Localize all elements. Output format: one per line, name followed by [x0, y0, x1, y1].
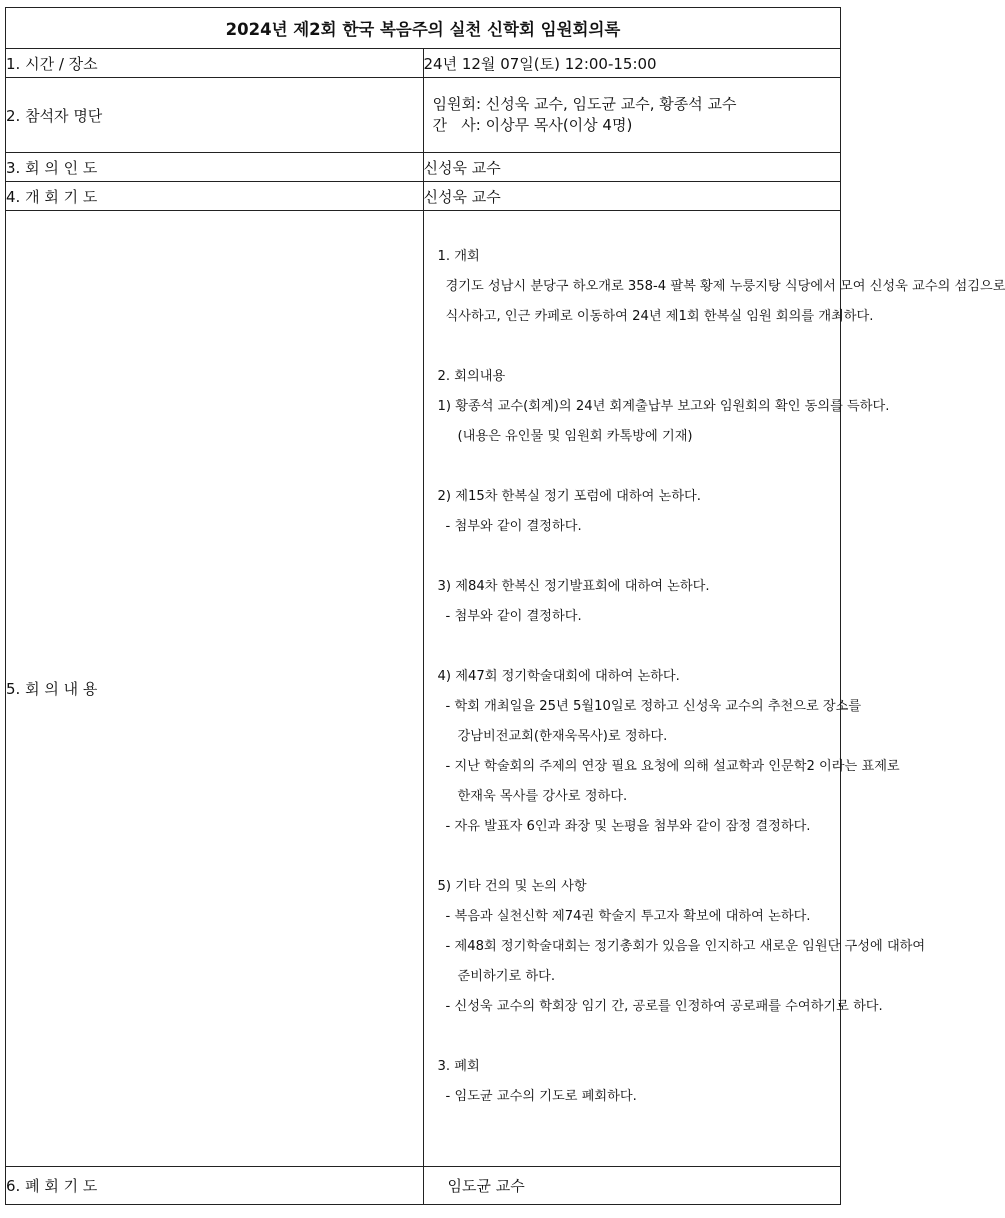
row-time-place: [6, 49, 841, 78]
content-line: 한재욱 목사를 강사로 정하다.: [457, 789, 628, 804]
opening-prayer-label: 4. 개 회 기 도: [6, 182, 424, 211]
closing-prayer-label: 6. 폐 회 기 도: [6, 1167, 424, 1205]
content-label: 5. 회 의 내 용: [6, 211, 424, 1167]
content-line: 식사하고, 인근 카페로 이동하여 24년 제1회 한복실 임원 회의를 개최하다.: [445, 309, 874, 324]
leader-value: 신성욱 교수: [423, 153, 841, 182]
row-leader: [6, 153, 841, 182]
content-line: 준비하기로 하다.: [457, 969, 556, 984]
content-line: - 자유 발표자 6인과 좌장 및 논평을 첨부와 같이 잠정 결정하다.: [445, 819, 811, 834]
row-closing-prayer: [6, 1167, 841, 1205]
content-line: 2. 회의내용: [437, 369, 506, 384]
content-line: 1. 개회: [437, 249, 480, 264]
minutes-table: [5, 7, 1005, 1205]
content-line: [438, 632, 837, 662]
opening-prayer-value: 신성욱 교수: [423, 182, 841, 211]
content-line: [438, 452, 837, 482]
content-line: - 임도균 교수의 기도로 폐회하다.: [445, 1089, 637, 1104]
content-line: [438, 1022, 837, 1052]
attendees-label: 2. 참석자 명단: [6, 78, 424, 153]
content-line: - 신성욱 교수의 학회장 임기 간, 공로를 인정하여 공로패를 수여하기로 하다.: [445, 999, 883, 1014]
row-attendees: [6, 78, 841, 153]
row-content: [6, 211, 841, 1167]
time-place-label: 1. 시간 / 장소: [6, 49, 424, 78]
content-line: 3. 폐회: [437, 1059, 480, 1074]
content-line: [438, 542, 837, 572]
content-line: 5) 기타 건의 및 논의 사항: [437, 879, 587, 894]
content-line: - 지난 학술회의 주제의 연장 필요 요청에 의해 설교학과 인문학2 이라는 표제로: [445, 759, 900, 774]
attendees-executives: 임원회: 신성욱 교수, 임도균 교수, 황종석 교수: [432, 95, 737, 113]
document-title: 2024년 제2회 한국 복음주의 실천 신학회 임원회의록: [6, 8, 841, 49]
content-body: [437, 242, 1005, 1112]
content-line: (내용은 유인물 및 임원회 카톡방에 기재): [457, 429, 693, 444]
content-line: 경기도 성남시 분당구 하오개로 358-4 팔복 황제 누룽지탕 식당에서 모여 신성욱 교수의 섬김으로: [445, 279, 1005, 294]
content-line: 3) 제84차 한복신 정기발표회에 대하여 논하다.: [437, 579, 710, 594]
content-line: 강남비전교회(한재욱목사)로 정하다.: [457, 729, 668, 744]
closing-prayer-value: 임도균 교수: [423, 1167, 841, 1205]
attendees-value: [423, 78, 841, 153]
content-cell: [423, 211, 1005, 1167]
row-opening-prayer: [6, 182, 841, 211]
content-line: - 첨부와 같이 결정하다.: [445, 519, 582, 534]
content-line: - 제48회 정기학술대회는 정기총회가 있음을 인지하고 새로운 임원단 구성에 대하여: [445, 939, 926, 954]
content-line: - 첨부와 같이 결정하다.: [445, 609, 582, 624]
time-place-value: 24년 12월 07일(토) 12:00-15:00: [423, 49, 841, 78]
content-line: [438, 332, 837, 362]
content-line: [438, 842, 837, 872]
content-line: - 복음과 실천신학 제74권 학술지 투고자 확보에 대하여 논하다.: [445, 909, 811, 924]
content-line: 4) 제47회 정기학술대회에 대하여 논하다.: [437, 669, 680, 684]
content-line: - 학회 개최일을 25년 5월10일로 정하고 신성욱 교수의 추천으로 장소를: [445, 699, 862, 714]
content-line: 2) 제15차 한복실 정기 포럼에 대하여 논하다.: [437, 489, 701, 504]
attendees-secretary: 간 사: 이상무 목사(이상 4명): [432, 116, 633, 134]
leader-label: 3. 회 의 인 도: [6, 153, 424, 182]
content-line: 1) 황종석 교수(회계)의 24년 회계출납부 보고와 임원회의 확인 동의를 득하다.: [437, 399, 890, 414]
